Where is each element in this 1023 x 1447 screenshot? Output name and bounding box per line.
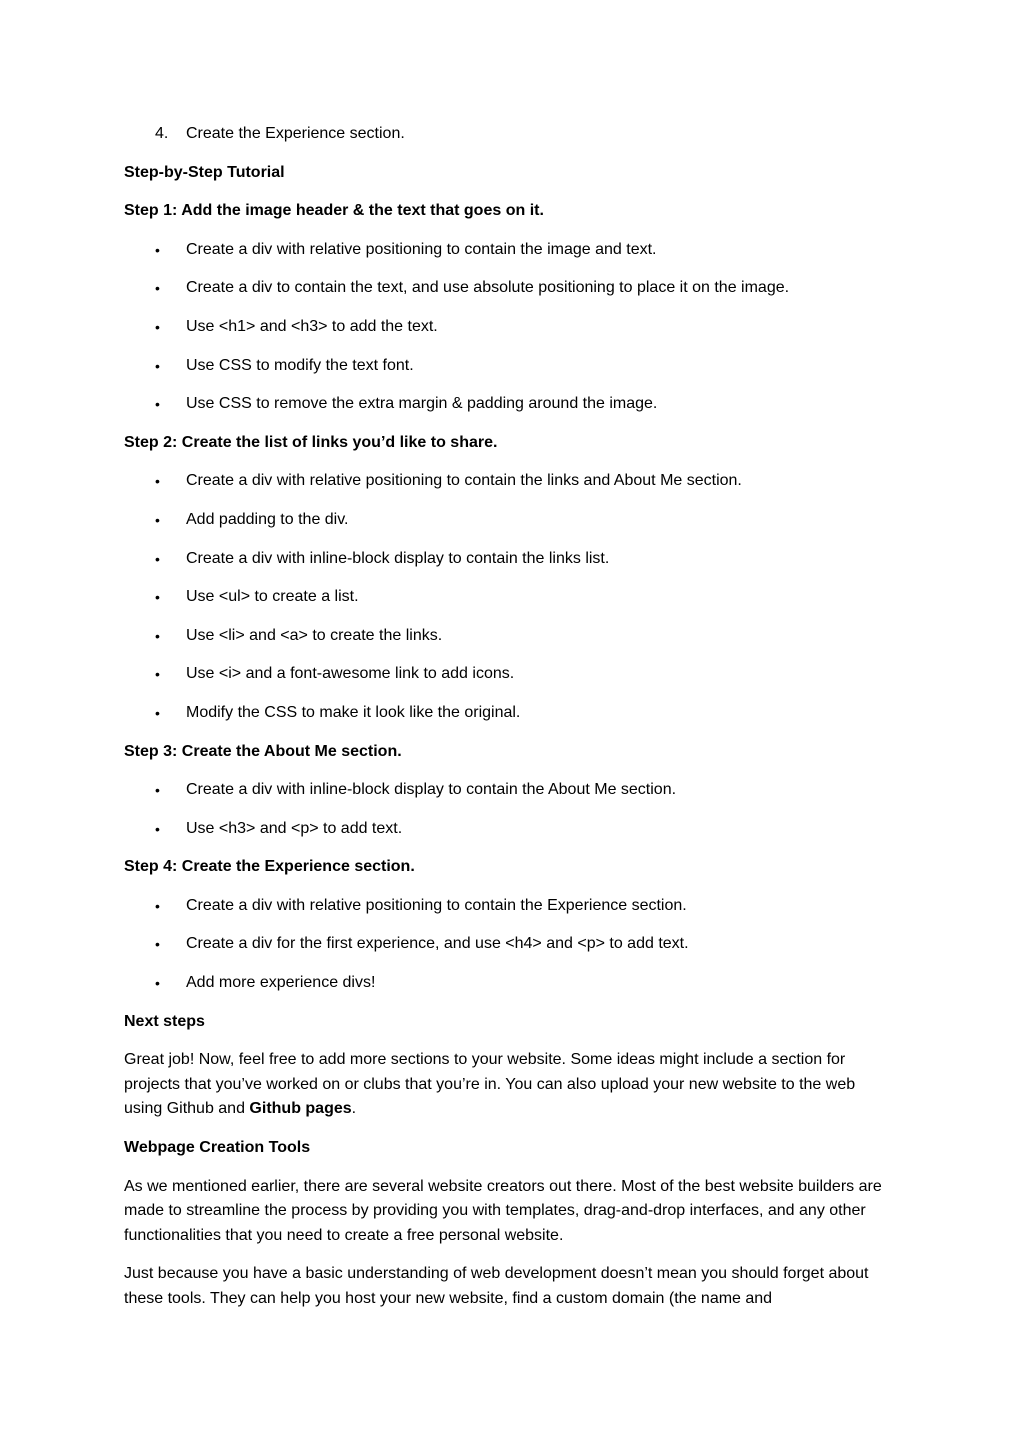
bullet-icon: •: [155, 627, 160, 644]
step-1-heading: Step 1: Add the image header & the text that goes on it.: [124, 202, 544, 220]
numbered-list-item: [124, 122, 894, 147]
paragraph-text: Great job! Now, feel free to add more sections to your website. Some ideas might include a section for projects that you’ve worked on or clubs that you’re in. You can also upload your new website to the web using Github and: [124, 1051, 856, 1118]
list-item: [124, 817, 894, 842]
bullet-icon: •: [155, 704, 160, 721]
bullet-icon: •: [155, 318, 160, 335]
step-2-list: [124, 469, 894, 725]
bullet-icon: •: [155, 280, 160, 297]
list-item: [124, 778, 894, 803]
step-4-heading: Step 4: Create the Experience section.: [124, 858, 415, 876]
step-4-list: [124, 894, 894, 996]
paragraph-text-end: .: [351, 1100, 357, 1118]
step-2-heading: Step 2: Create the list of links you’d like to share.: [124, 433, 498, 451]
list-item: [124, 624, 894, 649]
step-3-list: [124, 778, 894, 841]
bullet-icon: •: [155, 550, 160, 567]
list-item: [124, 469, 894, 494]
next-steps-heading: Next steps: [124, 1012, 205, 1030]
github-pages-text: Github pages: [249, 1100, 352, 1118]
list-item-text: Create the Experience section.: [186, 125, 405, 142]
list-item-text: Modify the CSS to make it look like the original.: [186, 703, 521, 721]
bullet-icon: •: [155, 782, 160, 799]
list-item-text: Use CSS to remove the extra margin & padding around the image.: [186, 395, 658, 413]
list-item: [124, 238, 894, 263]
list-item-text: Create a div with relative positioning to contain the Experience section.: [186, 896, 687, 914]
list-item-text: Create a div with relative positioning to contain the image and text.: [186, 240, 657, 258]
tools-paragraph-2: Just because you have a basic understanding of web development doesn’t mean you should forget about these tools. They can help you host your new website, find a custom domain (the name and: [124, 1265, 869, 1307]
bullet-icon: •: [155, 241, 160, 258]
bullet-icon: •: [155, 897, 160, 914]
bullet-icon: •: [155, 396, 160, 413]
list-item: [124, 932, 894, 957]
list-item-text: Create a div with inline-block display to contain the links list.: [186, 549, 610, 567]
list-item-text: Add padding to the div.: [186, 510, 349, 528]
list-item: [124, 354, 894, 379]
document-page: [124, 122, 894, 1326]
bullet-icon: •: [155, 975, 160, 992]
list-item: [124, 894, 894, 919]
list-item: [124, 662, 894, 687]
list-item: [124, 315, 894, 340]
tools-paragraph-1: As we mentioned earlier, there are several website creators out there. Most of the best website builders are made to streamline the process by providing you with templates, drag-and-drop interfaces, and any other functionalities that you need to create a free personal website.: [124, 1177, 882, 1244]
tutorial-heading: Step-by-Step Tutorial: [124, 163, 285, 181]
list-item-text: Use <i> and a font-awesome link to add icons.: [186, 665, 515, 683]
list-item-text: Use <h1> and <h3> to add the text.: [186, 317, 438, 335]
list-item-text: Use <li> and <a> to create the links.: [186, 626, 443, 644]
list-item: [124, 276, 894, 301]
step-1-list: [124, 238, 894, 417]
list-item-text: Create a div to contain the text, and use absolute positioning to place it on the image.: [186, 279, 790, 297]
list-item-text: Use <h3> and <p> to add text.: [186, 819, 403, 837]
list-item: [124, 701, 894, 726]
list-item: [124, 971, 894, 996]
step-3-heading: Step 3: Create the About Me section.: [124, 742, 402, 760]
list-item-text: Use <ul> to create a list.: [186, 588, 359, 606]
list-item-text: Create a div with inline-block display to contain the About Me section.: [186, 781, 677, 799]
bullet-icon: •: [155, 589, 160, 606]
bullet-icon: •: [155, 936, 160, 953]
list-item: [124, 392, 894, 417]
list-item-text: Create a div for the first experience, and use <h4> and <p> to add text.: [186, 935, 689, 953]
list-item: [124, 508, 894, 533]
list-item-text: Use CSS to modify the text font.: [186, 356, 414, 374]
next-steps-paragraph: [124, 1048, 894, 1122]
tools-heading: Webpage Creation Tools: [124, 1139, 311, 1157]
list-item-text: Add more experience divs!: [186, 974, 376, 992]
bullet-icon: •: [155, 357, 160, 374]
bullet-icon: •: [155, 473, 160, 490]
bullet-icon: •: [155, 511, 160, 528]
bullet-icon: •: [155, 820, 160, 837]
list-item: [124, 585, 894, 610]
list-item-text: Create a div with relative positioning to contain the links and About Me section.: [186, 472, 742, 490]
list-item: [124, 547, 894, 572]
list-number: 4.: [155, 125, 169, 142]
bullet-icon: •: [155, 666, 160, 683]
